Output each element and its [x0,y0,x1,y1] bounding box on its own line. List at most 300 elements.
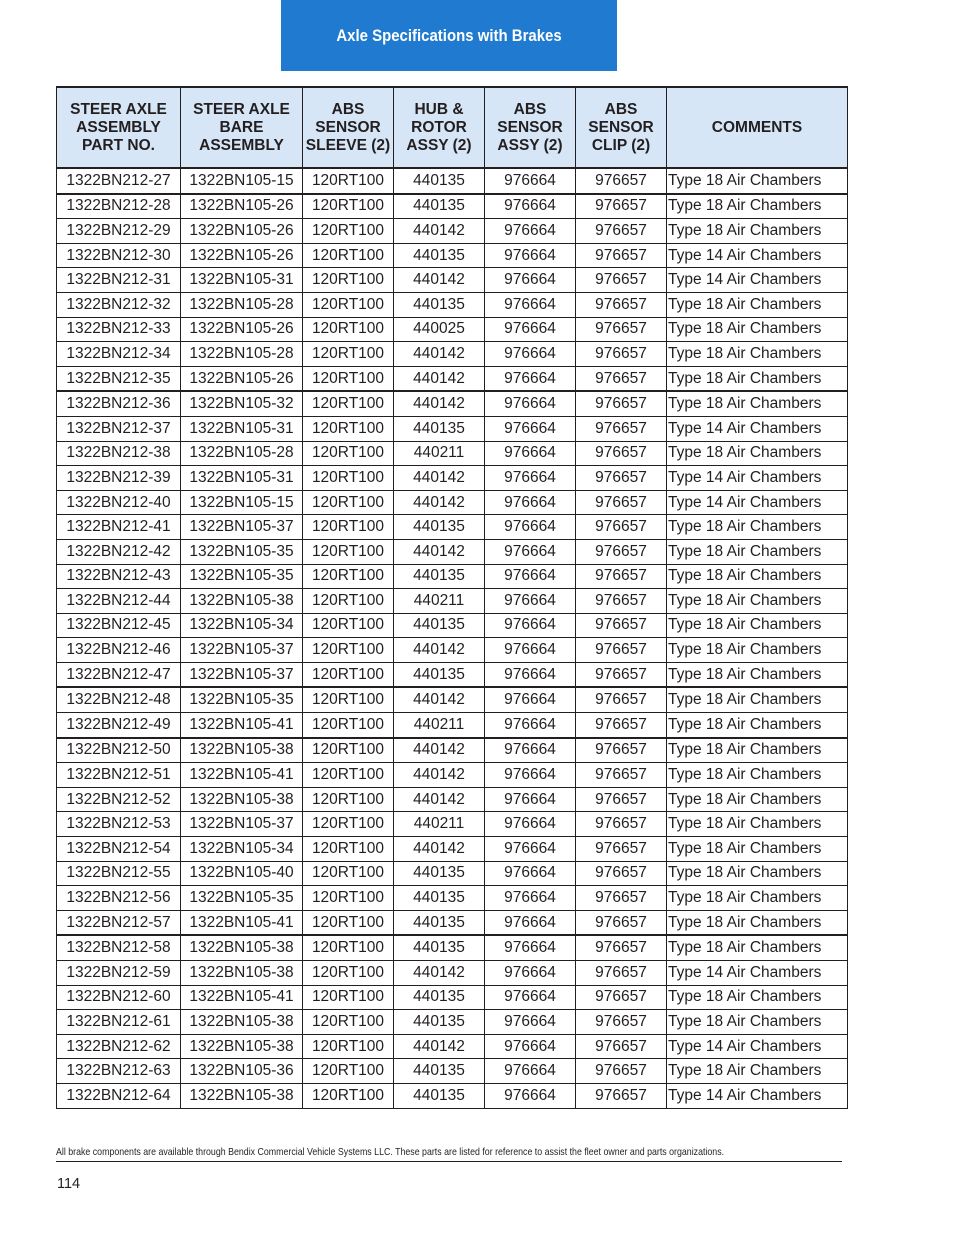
table-cell: 120RT100 [303,441,394,466]
table-row [57,219,848,244]
table-row [57,366,848,391]
table-cell: 120RT100 [303,812,394,837]
table-cell: 440135 [394,292,485,317]
table-cell: 120RT100 [303,613,394,638]
table-cell: 1322BN212-46 [57,638,181,663]
table-cell: 1322BN212-64 [57,1083,181,1108]
table-cell: 1322BN105-31 [181,416,303,441]
table-cell: 976664 [485,317,576,342]
table-cell: 1322BN212-28 [57,194,181,219]
table-cell: 1322BN105-15 [181,168,303,194]
table-cell: 120RT100 [303,539,394,564]
table-cell: 1322BN212-35 [57,366,181,391]
table-cell: 1322BN105-32 [181,391,303,416]
table-cell: 976664 [485,713,576,738]
axle-spec-table [56,86,848,1109]
table-cell: 1322BN105-26 [181,317,303,342]
table-cell: 976664 [485,763,576,788]
table-cell: 440142 [394,837,485,862]
comment-cell: Type 18 Air Chambers [667,194,848,219]
table-cell: 976664 [485,935,576,960]
table-cell: 976664 [485,342,576,367]
table-cell: 1322BN105-38 [181,1010,303,1035]
table-cell: 1322BN105-34 [181,837,303,862]
table-cell: 120RT100 [303,342,394,367]
table-cell: 120RT100 [303,713,394,738]
table-cell: 440135 [394,194,485,219]
table-cell: 440142 [394,366,485,391]
comment-cell: Type 18 Air Chambers [667,638,848,663]
table-cell: 1322BN105-38 [181,1034,303,1059]
table-cell: 976664 [485,243,576,268]
table-cell: 976657 [576,168,667,194]
comment-cell: Type 18 Air Chambers [667,317,848,342]
table-cell: 1322BN212-32 [57,292,181,317]
table-cell: 1322BN105-41 [181,910,303,935]
table-cell: 120RT100 [303,1010,394,1035]
table-row [57,490,848,515]
comment-cell: Type 18 Air Chambers [667,935,848,960]
comment-cell: Type 14 Air Chambers [667,243,848,268]
table-cell: 1322BN105-38 [181,1083,303,1108]
table-cell: 976664 [485,515,576,540]
table-body [57,168,848,1108]
table-row [57,935,848,960]
comment-cell: Type 14 Air Chambers [667,268,848,293]
comment-cell: Type 14 Air Chambers [667,416,848,441]
table-cell: 120RT100 [303,292,394,317]
comment-cell: Type 18 Air Chambers [667,539,848,564]
table-cell: 440211 [394,589,485,614]
table-row [57,168,848,194]
table-cell: 976664 [485,539,576,564]
table-cell: 120RT100 [303,515,394,540]
table-cell: 440211 [394,812,485,837]
table-cell: 976657 [576,738,667,763]
table-header-row [57,87,848,168]
table-cell: 976664 [485,366,576,391]
table-cell: 1322BN212-29 [57,219,181,244]
table-cell: 1322BN105-35 [181,539,303,564]
table-cell: 120RT100 [303,662,394,687]
table-row [57,564,848,589]
table-cell: 120RT100 [303,1083,394,1108]
table-cell: 976664 [485,391,576,416]
table-cell: 120RT100 [303,317,394,342]
comment-cell: Type 14 Air Chambers [667,1083,848,1108]
table-cell: 1322BN212-62 [57,1034,181,1059]
table-cell: 976657 [576,910,667,935]
table-cell: 976657 [576,812,667,837]
table-row [57,342,848,367]
table-cell: 1322BN105-26 [181,366,303,391]
table-cell: 976664 [485,687,576,712]
table-cell: 1322BN105-38 [181,589,303,614]
table-cell: 976657 [576,1059,667,1084]
comment-cell: Type 18 Air Chambers [667,886,848,911]
comment-cell: Type 18 Air Chambers [667,713,848,738]
table-cell: 440135 [394,1059,485,1084]
table-cell: 976664 [485,416,576,441]
table-cell: 440135 [394,1083,485,1108]
table-cell: 976657 [576,564,667,589]
table-cell: 440135 [394,168,485,194]
table-cell: 440142 [394,763,485,788]
comment-cell: Type 18 Air Chambers [667,292,848,317]
table-cell: 1322BN105-38 [181,787,303,812]
table-cell: 1322BN105-31 [181,466,303,491]
table-cell: 1322BN105-37 [181,515,303,540]
table-cell: 440142 [394,219,485,244]
page-number: 114 [57,1176,81,1192]
table-cell: 976657 [576,268,667,293]
comment-cell: Type 14 Air Chambers [667,466,848,491]
column-header: STEER AXLE ASSEMBLY PART NO. [57,87,181,168]
table-cell: 120RT100 [303,268,394,293]
table-row [57,662,848,687]
table-cell: 440135 [394,416,485,441]
table-cell: 976657 [576,935,667,960]
table-cell: 1322BN105-28 [181,441,303,466]
comment-cell: Type 18 Air Chambers [667,861,848,886]
table-cell: 976657 [576,391,667,416]
table-cell: 976664 [485,1059,576,1084]
comment-cell: Type 18 Air Chambers [667,687,848,712]
table-cell: 976657 [576,1083,667,1108]
table-cell: 120RT100 [303,416,394,441]
table-cell: 440142 [394,539,485,564]
table-cell: 440142 [394,687,485,712]
table-cell: 440142 [394,787,485,812]
table-cell: 976657 [576,243,667,268]
table-cell: 976657 [576,961,667,986]
table-cell: 440135 [394,935,485,960]
table-cell: 1322BN105-34 [181,613,303,638]
table-cell: 120RT100 [303,589,394,614]
table-cell: 440135 [394,243,485,268]
table-cell: 1322BN212-53 [57,812,181,837]
table-cell: 976664 [485,1010,576,1035]
comment-cell: Type 18 Air Chambers [667,441,848,466]
table-row [57,466,848,491]
table-cell: 976657 [576,317,667,342]
table-row [57,638,848,663]
table-cell: 120RT100 [303,168,394,194]
table-cell: 440135 [394,662,485,687]
comment-cell: Type 18 Air Chambers [667,910,848,935]
table-cell: 120RT100 [303,391,394,416]
table-cell: 976664 [485,910,576,935]
table-cell: 976657 [576,638,667,663]
column-header: ABS SENSOR SLEEVE (2) [303,87,394,168]
table-cell: 976657 [576,342,667,367]
table-row [57,391,848,416]
table-row [57,292,848,317]
comment-cell: Type 18 Air Chambers [667,342,848,367]
table-cell: 976657 [576,985,667,1010]
table-cell: 440135 [394,910,485,935]
table-row [57,268,848,293]
table-row [57,317,848,342]
table-cell: 976657 [576,490,667,515]
column-header: STEER AXLE BARE ASSEMBLY [181,87,303,168]
table-cell: 976664 [485,490,576,515]
table-cell: 1322BN105-38 [181,935,303,960]
table-cell: 1322BN212-40 [57,490,181,515]
table-row [57,243,848,268]
table-row [57,1059,848,1084]
table-cell: 440142 [394,638,485,663]
table-cell: 1322BN212-49 [57,713,181,738]
table-row [57,763,848,788]
table-cell: 1322BN105-26 [181,219,303,244]
table-cell: 440025 [394,317,485,342]
footnote [56,1146,842,1162]
table-cell: 1322BN105-35 [181,687,303,712]
table-cell: 120RT100 [303,243,394,268]
table-cell: 440142 [394,490,485,515]
comment-cell: Type 14 Air Chambers [667,1034,848,1059]
table-cell: 1322BN212-48 [57,687,181,712]
table-cell: 1322BN212-52 [57,787,181,812]
table-cell: 120RT100 [303,985,394,1010]
table-cell: 976664 [485,985,576,1010]
comment-cell: Type 18 Air Chambers [667,168,848,194]
comment-cell: Type 18 Air Chambers [667,515,848,540]
table-cell: 440135 [394,1010,485,1035]
table-cell: 120RT100 [303,1059,394,1084]
table-cell: 440211 [394,441,485,466]
table-cell: 1322BN105-37 [181,812,303,837]
table-cell: 440135 [394,886,485,911]
table-cell: 976657 [576,613,667,638]
table-cell: 976657 [576,662,667,687]
table-cell: 976657 [576,713,667,738]
table-row [57,787,848,812]
table-cell: 1322BN212-37 [57,416,181,441]
table-cell: 976664 [485,861,576,886]
table-cell: 976657 [576,194,667,219]
table-row [57,861,848,886]
table-cell: 1322BN105-41 [181,713,303,738]
table-cell: 120RT100 [303,638,394,663]
table-cell: 120RT100 [303,194,394,219]
comment-cell: Type 18 Air Chambers [667,662,848,687]
table-cell: 976657 [576,515,667,540]
table-cell: 120RT100 [303,490,394,515]
table-cell: 1322BN212-50 [57,738,181,763]
table-cell: 1322BN105-28 [181,342,303,367]
table-cell: 1322BN105-38 [181,738,303,763]
table-row [57,1010,848,1035]
table-row [57,713,848,738]
table-cell: 976664 [485,589,576,614]
table-cell: 120RT100 [303,366,394,391]
comment-cell: Type 18 Air Chambers [667,366,848,391]
table-row [57,441,848,466]
table-cell: 976664 [485,738,576,763]
table-cell: 1322BN105-35 [181,564,303,589]
table-cell: 1322BN105-35 [181,886,303,911]
column-header: ABS SENSOR ASSY (2) [485,87,576,168]
table-cell: 120RT100 [303,837,394,862]
table-cell: 1322BN105-31 [181,268,303,293]
table-cell: 1322BN212-59 [57,961,181,986]
table-cell: 1322BN212-39 [57,466,181,491]
table-row [57,886,848,911]
table-cell: 976657 [576,416,667,441]
table-cell: 120RT100 [303,886,394,911]
table-cell: 1322BN212-31 [57,268,181,293]
table-cell: 976657 [576,441,667,466]
table-cell: 976657 [576,763,667,788]
comment-cell: Type 18 Air Chambers [667,391,848,416]
table-cell: 976664 [485,638,576,663]
table-cell: 1322BN212-34 [57,342,181,367]
table-cell: 1322BN212-57 [57,910,181,935]
table-cell: 1322BN212-63 [57,1059,181,1084]
table-cell: 1322BN105-37 [181,662,303,687]
table-cell: 976657 [576,861,667,886]
table-row [57,613,848,638]
footnote-text: All brake components are available through Bendix Commercial Vehicle Systems LLC. These parts are listed for reference to assist the fleet owner and parts organizations. [56,1146,725,1158]
table-cell: 1322BN105-15 [181,490,303,515]
table-cell: 976657 [576,787,667,812]
table-cell: 1322BN212-30 [57,243,181,268]
table-cell: 976664 [485,441,576,466]
table-cell: 976657 [576,219,667,244]
table-cell: 976664 [485,219,576,244]
comment-cell: Type 18 Air Chambers [667,219,848,244]
table-cell: 440135 [394,861,485,886]
table-cell: 976664 [485,787,576,812]
table-cell: 120RT100 [303,935,394,960]
table-cell: 440142 [394,391,485,416]
table-row [57,910,848,935]
table-cell: 120RT100 [303,910,394,935]
table-row [57,515,848,540]
table-cell: 1322BN212-60 [57,985,181,1010]
table-cell: 976657 [576,539,667,564]
table-cell: 976657 [576,466,667,491]
table-cell: 1322BN105-41 [181,763,303,788]
table-cell: 1322BN105-38 [181,961,303,986]
table-cell: 976657 [576,366,667,391]
table-cell: 1322BN212-54 [57,837,181,862]
table-cell: 976664 [485,837,576,862]
table-row [57,1034,848,1059]
table-cell: 1322BN105-26 [181,194,303,219]
table-cell: 440142 [394,1034,485,1059]
comment-cell: Type 18 Air Chambers [667,812,848,837]
table-row [57,687,848,712]
table-cell: 976664 [485,1034,576,1059]
table-cell: 120RT100 [303,219,394,244]
table-row [57,985,848,1010]
table-row [57,812,848,837]
table-cell: 440135 [394,515,485,540]
table-cell: 1322BN105-41 [181,985,303,1010]
table-cell: 120RT100 [303,1034,394,1059]
column-header: ABS SENSOR CLIP (2) [576,87,667,168]
table-cell: 1322BN105-40 [181,861,303,886]
table-cell: 440135 [394,613,485,638]
comment-cell: Type 18 Air Chambers [667,613,848,638]
table-row [57,961,848,986]
table-cell: 1322BN212-58 [57,935,181,960]
comment-cell: Type 14 Air Chambers [667,490,848,515]
table-row [57,738,848,763]
table-cell: 1322BN212-43 [57,564,181,589]
table-cell: 976657 [576,687,667,712]
table-cell: 976664 [485,961,576,986]
comment-cell: Type 14 Air Chambers [667,961,848,986]
comment-cell: Type 18 Air Chambers [667,1059,848,1084]
table-cell: 976657 [576,1034,667,1059]
comment-cell: Type 18 Air Chambers [667,763,848,788]
table-cell: 120RT100 [303,787,394,812]
table-cell: 440142 [394,342,485,367]
comment-cell: Type 18 Air Chambers [667,1010,848,1035]
table-cell: 440142 [394,466,485,491]
table-cell: 120RT100 [303,861,394,886]
table-cell: 976664 [485,292,576,317]
table-cell: 976657 [576,886,667,911]
table-row [57,1083,848,1108]
table-cell: 440211 [394,713,485,738]
comment-cell: Type 18 Air Chambers [667,738,848,763]
table-cell: 976657 [576,292,667,317]
table-cell: 120RT100 [303,466,394,491]
table-cell: 1322BN212-44 [57,589,181,614]
column-header: COMMENTS [667,87,848,168]
table-cell: 120RT100 [303,738,394,763]
table-cell: 1322BN212-56 [57,886,181,911]
table-cell: 976664 [485,662,576,687]
table-cell: 120RT100 [303,564,394,589]
table-cell: 1322BN212-27 [57,168,181,194]
table-cell: 976664 [485,1083,576,1108]
table-cell: 1322BN212-38 [57,441,181,466]
comment-cell: Type 18 Air Chambers [667,985,848,1010]
table-cell: 1322BN212-41 [57,515,181,540]
comment-cell: Type 18 Air Chambers [667,787,848,812]
table-cell: 976664 [485,886,576,911]
table-row [57,837,848,862]
table-cell: 1322BN212-33 [57,317,181,342]
table-cell: 440135 [394,985,485,1010]
table-cell: 1322BN105-28 [181,292,303,317]
table-cell: 440142 [394,961,485,986]
table-row [57,539,848,564]
table-cell: 1322BN212-55 [57,861,181,886]
table-row [57,416,848,441]
table-row [57,194,848,219]
table-cell: 120RT100 [303,961,394,986]
table-cell: 976664 [485,812,576,837]
table-cell: 976664 [485,564,576,589]
table-cell: 1322BN212-47 [57,662,181,687]
table-cell: 1322BN212-61 [57,1010,181,1035]
table-cell: 1322BN105-26 [181,243,303,268]
section-title-tab [281,0,617,71]
table-cell: 1322BN105-37 [181,638,303,663]
table-cell: 440142 [394,738,485,763]
table-cell: 976657 [576,589,667,614]
comment-cell: Type 18 Air Chambers [667,564,848,589]
section-title: Axle Specifications with Brakes [336,25,562,45]
comment-cell: Type 18 Air Chambers [667,837,848,862]
